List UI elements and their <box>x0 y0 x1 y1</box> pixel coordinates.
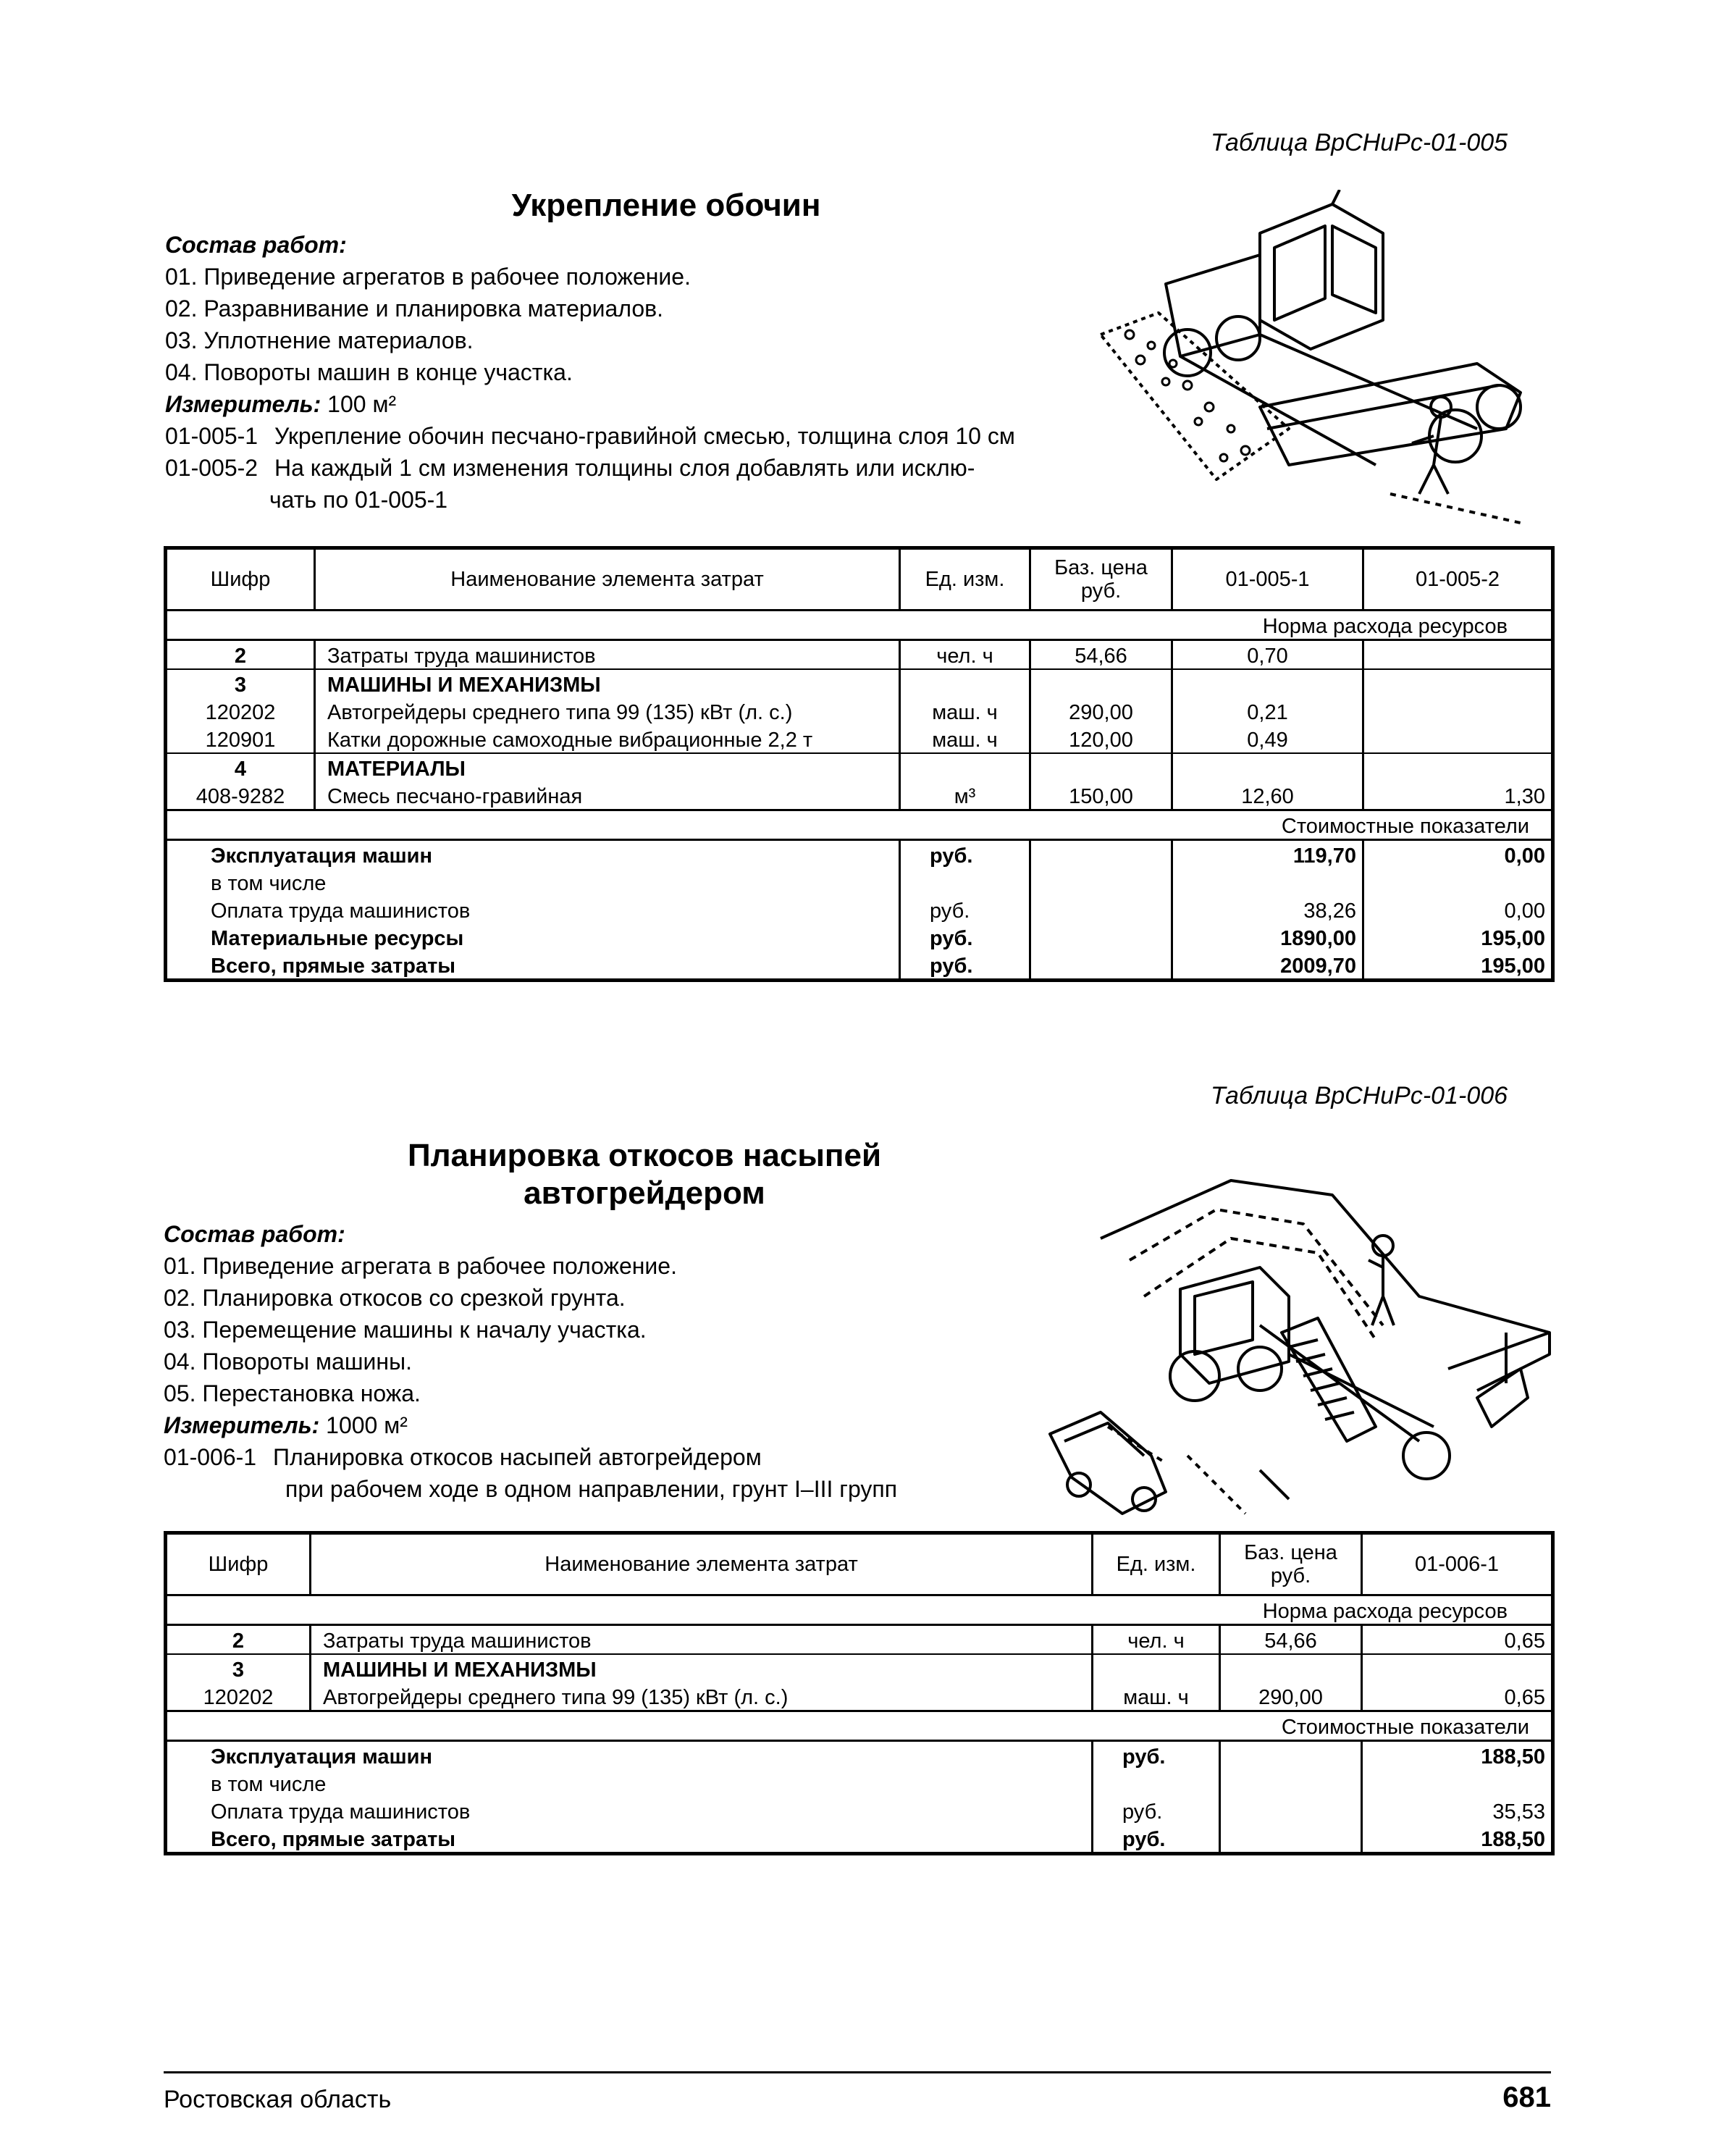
header-norm-1: 01-005-1 <box>1172 548 1363 611</box>
table-row: 4 МАТЕРИАЛЫ <box>166 753 1553 781</box>
norm-section-label: Норма расхода ресурсов <box>166 611 1553 640</box>
header-code: Шифр <box>166 1533 311 1595</box>
code-line <box>164 1444 762 1471</box>
measure-label: Измеритель: <box>164 1412 320 1438</box>
header-price: Баз. цена руб. <box>1030 548 1172 611</box>
code-text-cont: при рабочем ходе в одном направлении, грунт I–III групп <box>285 1476 898 1502</box>
section-title-line1: Планировка откосов насыпей <box>407 1138 882 1173</box>
grader-illustration-icon <box>1072 190 1535 537</box>
section-title: Укрепление обочин <box>511 188 821 223</box>
code-line <box>165 423 1015 450</box>
step-item: 02. Разравнивание и планировка материалов. <box>165 295 664 322</box>
table-row: 120901 Катки дорожные самоходные вибрационные 2,2 т маш. ч 120,00 0,49 <box>166 725 1553 753</box>
step-item: 01. Приведение агрегатов в рабочее положение. <box>165 264 691 290</box>
table-row: Эксплуатация машин руб. 188,50 <box>166 1741 1553 1770</box>
code-text: Укрепление обочин песчано-гравийной смесью, толщина слоя 10 см <box>274 423 1015 449</box>
table-row: в том числе <box>166 868 1553 896</box>
header-norm-1: 01-006-1 <box>1362 1533 1553 1595</box>
table-row: Всего, прямые затраты руб. 2009,70 195,00 <box>166 951 1553 981</box>
code-text-cont: чать по 01-005-1 <box>269 487 448 513</box>
table-row: Всего, прямые затраты руб. 188,50 <box>166 1824 1553 1854</box>
measure-line <box>165 391 396 418</box>
cost-table-01-006 <box>164 1531 1555 1855</box>
step-item: 05. Перестановка ножа. <box>164 1380 421 1406</box>
measure-label: Измеритель: <box>165 391 321 417</box>
table-row: 2 Затраты труда машинистов чел. ч 54,66 0,70 <box>166 640 1553 670</box>
footer-region: Ростовская область <box>164 2086 392 2113</box>
code-id: 01-005-1 <box>165 423 258 449</box>
measure-value: 1000 м² <box>326 1412 408 1438</box>
table-row: 3 МАШИНЫ И МЕХАНИЗМЫ <box>166 669 1553 697</box>
section-title-line2: автогрейдером <box>524 1175 765 1211</box>
composition-label: Состав работ: <box>164 1221 345 1247</box>
step-item: 04. Повороты машин в конце участка. <box>165 359 573 385</box>
table-row: Оплата труда машинистов руб. 35,53 <box>166 1797 1553 1824</box>
step-item: 01. Приведение агрегата в рабочее положение. <box>164 1253 677 1279</box>
header-name: Наименование элемента затрат <box>315 548 900 611</box>
table-label: Таблица ВрСНиРс-01-005 <box>1211 129 1508 156</box>
header-price: Баз. цена руб. <box>1220 1533 1362 1595</box>
table-row: 408-9282 Смесь песчано-гравийная м³ 150,00 12,60 1,30 <box>166 781 1553 810</box>
cost-table-01-005 <box>164 546 1555 982</box>
measure-line <box>164 1412 408 1439</box>
table-row: 120202 Автогрейдеры среднего типа 99 (135) кВт (л. с.) маш. ч 290,00 0,21 <box>166 697 1553 725</box>
step-item: 02. Планировка откосов со срезкой грунта. <box>164 1285 626 1311</box>
measure-value: 100 м² <box>327 391 397 417</box>
page-number: 681 <box>1502 2081 1551 2113</box>
code-text: На каждый 1 см изменения толщины слоя добавлять или исклю- <box>274 455 975 481</box>
code-text: Планировка откосов насыпей автогрейдером <box>272 1444 762 1470</box>
header-norm-2: 01-005-2 <box>1363 548 1553 611</box>
table-row: Оплата труда машинистов руб. 38,26 0,00 <box>166 896 1553 923</box>
header-unit: Ед. изм. <box>900 548 1030 611</box>
table-row: Материальные ресурсы руб. 1890,00 195,00 <box>166 923 1553 951</box>
table-row: 2 Затраты труда машинистов чел. ч 54,66 0,65 <box>166 1625 1553 1655</box>
cost-section-label: Стоимостные показатели <box>166 1711 1553 1741</box>
norm-section-label: Норма расхода ресурсов <box>166 1595 1553 1625</box>
code-line <box>165 455 975 482</box>
table-row: 3 МАШИНЫ И МЕХАНИЗМЫ <box>166 1654 1553 1682</box>
footer-divider <box>164 2071 1551 2073</box>
table-row: в том числе <box>166 1769 1553 1797</box>
code-id: 01-006-1 <box>164 1444 257 1470</box>
cost-section-label: Стоимостные показатели <box>166 810 1553 840</box>
step-item: 04. Повороты машины. <box>164 1348 412 1375</box>
header-unit: Ед. изм. <box>1093 1533 1220 1595</box>
code-id: 01-005-2 <box>165 455 258 481</box>
step-item: 03. Уплотнение материалов. <box>165 327 474 353</box>
table-label: Таблица ВрСНиРс-01-006 <box>1211 1082 1508 1110</box>
table-row: 120202 Автогрейдеры среднего типа 99 (135) кВт (л. с.) маш. ч 290,00 0,65 <box>166 1682 1553 1711</box>
step-item: 03. Перемещение машины к началу участка. <box>164 1317 647 1343</box>
grader-slope-illustration-icon <box>1043 1152 1564 1528</box>
table-row: Эксплуатация машин руб. 119,70 0,00 <box>166 840 1553 869</box>
header-name: Наименование элемента затрат <box>311 1533 1093 1595</box>
composition-label: Состав работ: <box>165 232 347 258</box>
section-title <box>319 1137 970 1212</box>
header-code: Шифр <box>166 548 315 611</box>
